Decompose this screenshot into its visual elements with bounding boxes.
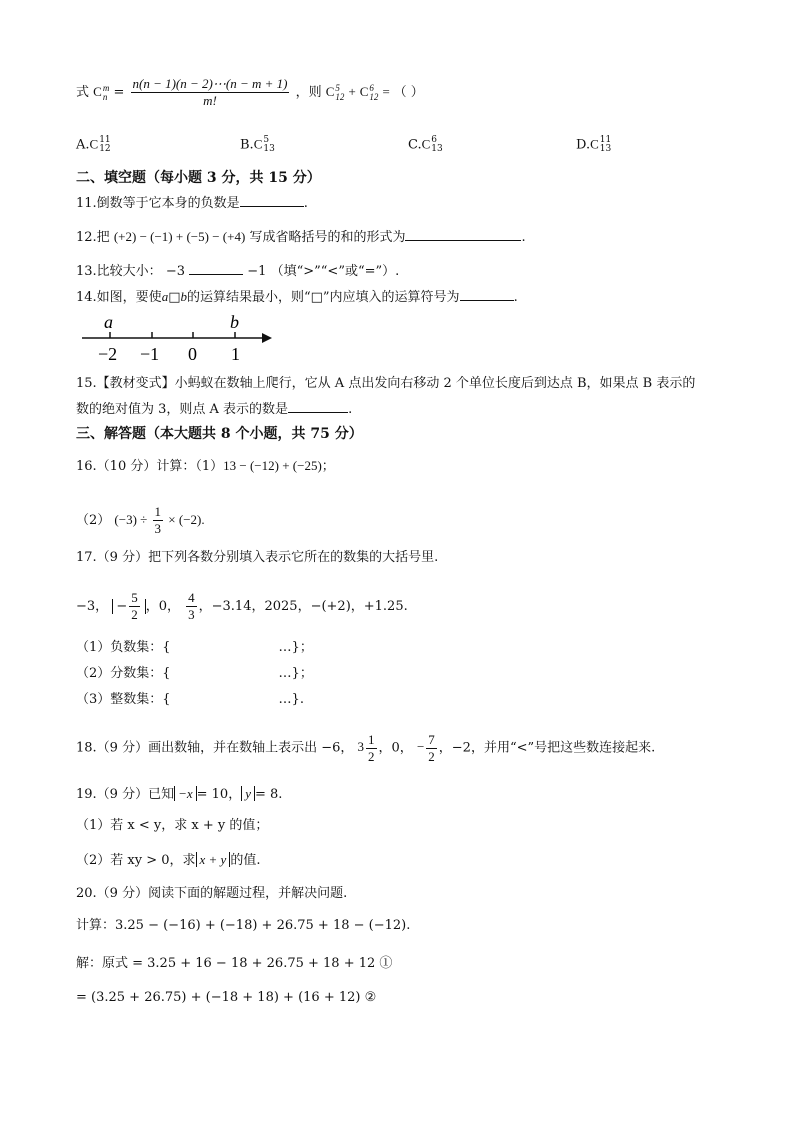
tick-label: −2 bbox=[98, 344, 118, 364]
q20-calc: 计算：3.25 − (−16) + (−18) + 26.75 + 18 − (−12). bbox=[76, 918, 411, 933]
q16-part-1: 16.（10 分）计算：（1）13 − (−12) + (−25)； bbox=[76, 458, 335, 474]
q11: 11.倒数等于它本身的负数是 . bbox=[76, 192, 308, 214]
q10-option-b[interactable]: B.C 5 13 bbox=[240, 135, 275, 154]
q17-set-negative: （1）负数集：{ …}； bbox=[76, 640, 313, 655]
q10-cond: ，则 bbox=[295, 85, 322, 100]
q12: 12.把 (+2) − (−1) + (−5) − (+4) 写成省略括号的和的形式为 . bbox=[76, 226, 526, 248]
q17-prompt: 17.（9 分）把下列各数分别填入表示它所在的数集的大括号里. bbox=[76, 550, 439, 565]
q10-option-c[interactable]: C.C 6 13 bbox=[408, 135, 443, 154]
q15-line-1: 15.【教材变式】小蚂蚁在数轴上爬行，它从 A 点出发向右移动 2 个单位长度后到达点 B，如果点 B 表示的 bbox=[76, 376, 696, 391]
q11-answer-blank[interactable] bbox=[240, 192, 304, 207]
formula-fraction: $\frac{n(n - 1)(n - 2)\cdots(n - m + 1)}{m!}$ bbox=[132, 76, 288, 108]
tick-label: 0 bbox=[188, 344, 197, 364]
q18: 18.（9 分）画出数轴，并在数轴上表示出 −6， 3 $\frac{1}{2}$ ，0， − $\frac{7}{2}$ ，−2，并用“<”号把这些数连接起来. bbox=[76, 732, 656, 764]
section-3-title: 三、解答题（本大题共 8 个小题，共 75 分） bbox=[76, 426, 363, 442]
combination-symbol: C m n bbox=[93, 83, 110, 103]
q19: 19.（9 分）已知 −x = 10， y = 8. bbox=[76, 786, 283, 802]
q20-solution-step-1: 解：原式 = 3.25 + 16 − 18 + 26.75 + 18 + 12 ① bbox=[76, 956, 393, 971]
q12-answer-blank[interactable] bbox=[405, 226, 521, 241]
q17-set-fraction: （2）分数集：{ …}； bbox=[76, 666, 313, 681]
q19-part-1: （1）若 x < y，求 x + y 的值； bbox=[76, 818, 269, 833]
q20-prompt: 20.（9 分）阅读下面的解题过程，并解决问题. bbox=[76, 886, 348, 901]
q10-expression: C 5 12 + C 6 12 = bbox=[325, 83, 394, 103]
q20-solution-step-2: = (3.25 + 26.75) + (−18 + 18) + (16 + 12) ② bbox=[76, 990, 377, 1005]
number-line-figure bbox=[80, 310, 280, 370]
q10-option-d[interactable]: D.C 11 13 bbox=[576, 135, 612, 154]
q17-set-integer: （3）整数集：{ …}. bbox=[76, 692, 304, 707]
q13: 13.比较大小： −3 −1 （填“>”“<”或“=”）. bbox=[76, 260, 399, 282]
q12-expression: (+2) − (−1) + (−5) − (+4) bbox=[113, 229, 246, 244]
q16-part-2: （2） (−3) ÷ $\frac{1}{3}$ × (−2). bbox=[76, 504, 205, 536]
q14: 14.如图，要使a□b的运算结果最小，则“□”内应填入的运算符号为 . bbox=[76, 286, 518, 308]
q10-answer-paren: （ ） bbox=[393, 85, 424, 100]
q19-part-2: （2）若 xy > 0，求 x + y 的值. bbox=[76, 852, 261, 868]
number-line-arrow-icon bbox=[262, 333, 272, 343]
point-a-label: a bbox=[104, 312, 113, 332]
q10-option-a[interactable]: A.C 11 12 bbox=[76, 135, 111, 154]
q10-prefix: 式 bbox=[76, 85, 90, 100]
q10-formula-line: 式 C m n = $\frac{n(n - 1)(n - 2)\cdots(n - m + 1)}{m!}$ ，则 C 5 12 + C 6 12 = （ ） bbox=[76, 76, 424, 108]
q17-numbers: −3， − $\frac{5}{2}$ ，0， $\frac{4}{3}$ ，−3.14，2025，−(+2)，+1.25. bbox=[76, 590, 408, 622]
section-2-title: 二、填空题（每小题 3 分，共 15 分） bbox=[76, 170, 321, 186]
q13-answer-blank[interactable] bbox=[189, 260, 243, 275]
q14-answer-blank[interactable] bbox=[460, 286, 514, 301]
point-b-label: b bbox=[230, 312, 239, 332]
tick-label: 1 bbox=[231, 344, 240, 364]
q15-answer-blank[interactable] bbox=[288, 398, 348, 413]
q15-line-2: 数的绝对值为 3，则点 A 表示的数是 . bbox=[76, 398, 352, 420]
tick-label: −1 bbox=[140, 344, 160, 364]
